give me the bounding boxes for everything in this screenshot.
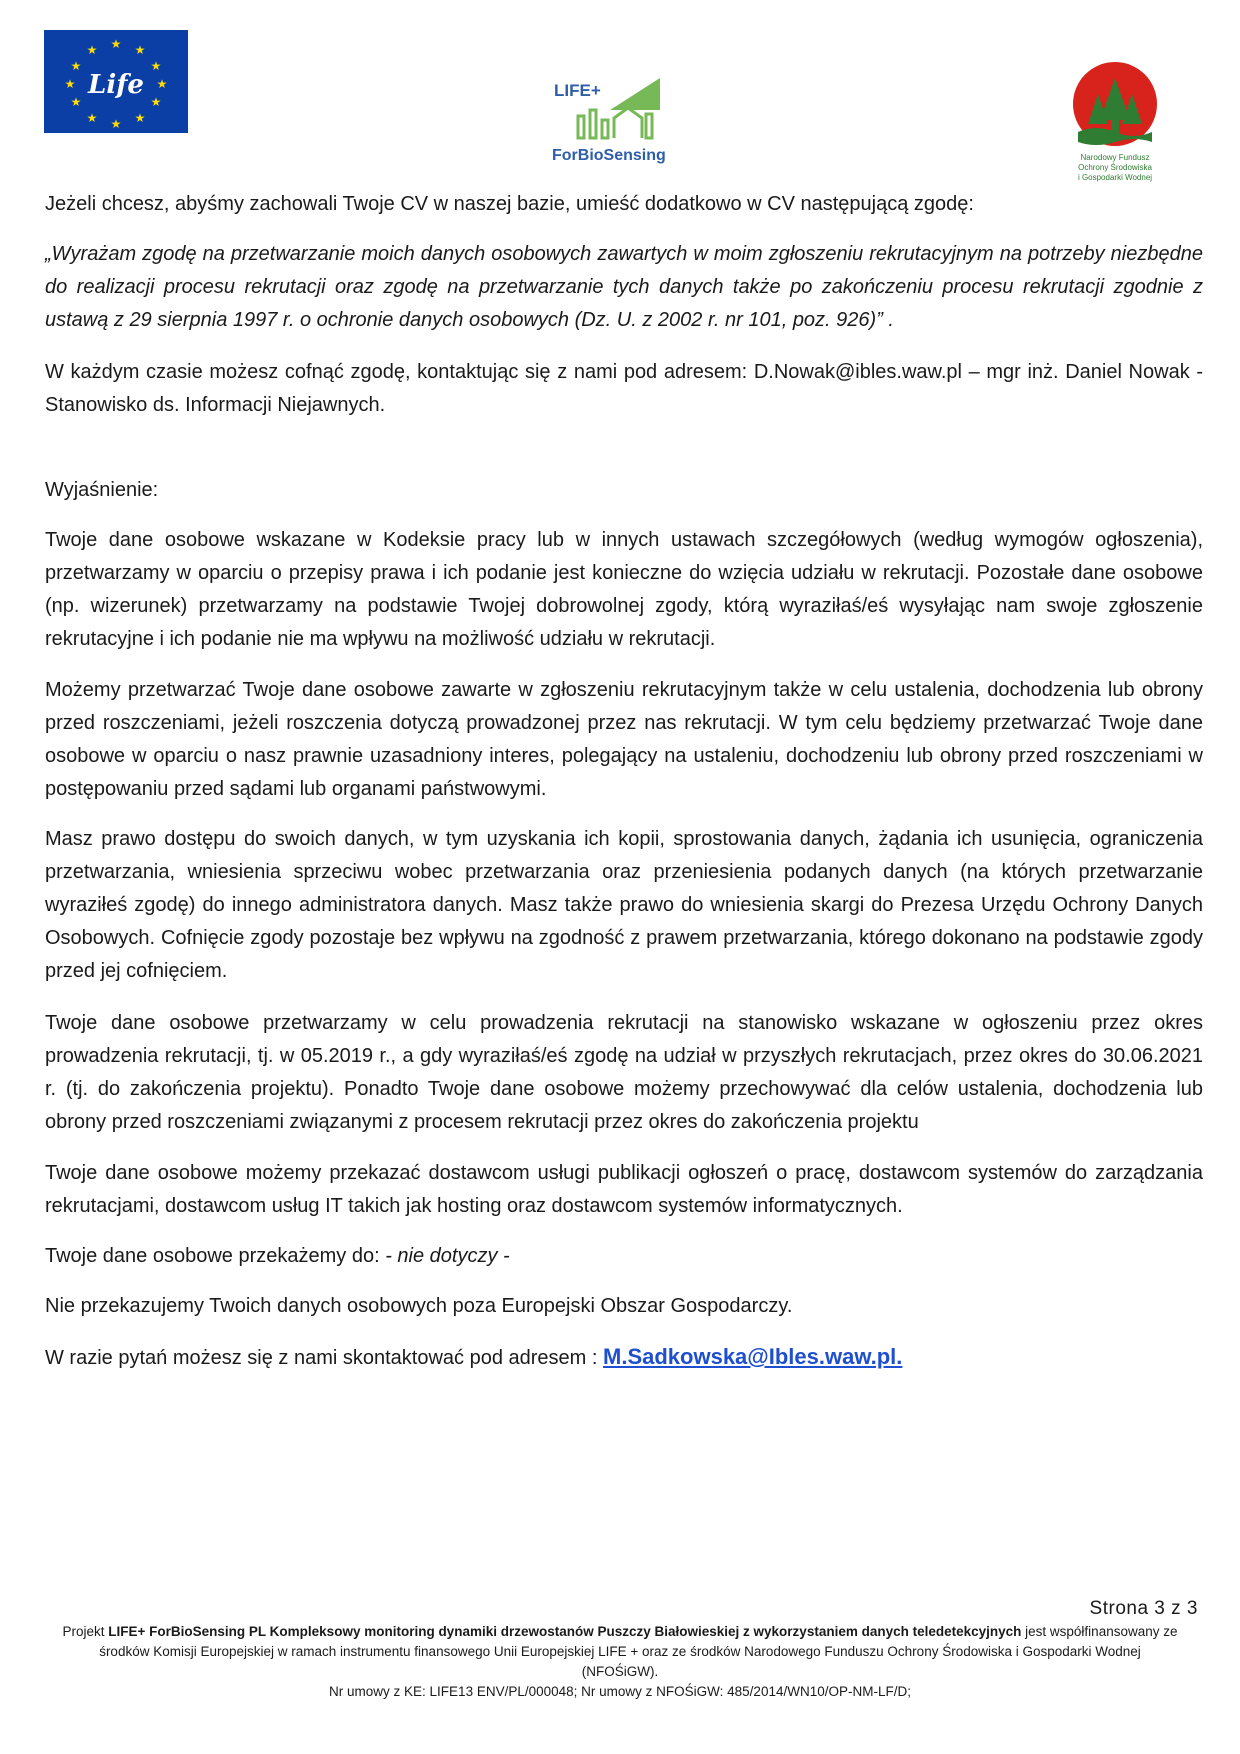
contact-label: W razie pytań możesz się z nami skontaktować pod adresem : (45, 1347, 604, 1369)
transfer-label: Twoje dane osobowe przekażemy do: (45, 1245, 386, 1267)
page-number: Strona 3 z 3 (1089, 1598, 1198, 1619)
forbio-life-plus: LIFE+ (554, 81, 601, 100)
svg-text:★: ★ (156, 77, 168, 91)
svg-text:★: ★ (110, 37, 122, 51)
cv-consent-intro: Jeżeli chcesz, abyśmy zachowali Twoje CV w naszej bazie, umieść dodatkowo w CV następującą zgodę: (45, 193, 974, 215)
paragraph-eea: Nie przekazujemy Twoich danych osobowych poza Europejski Obszar Gospodarczy. (45, 1295, 793, 1317)
svg-text:★: ★ (134, 111, 146, 125)
svg-text:★: ★ (134, 43, 146, 57)
footer-prefix: Projekt (62, 1624, 109, 1639)
paragraph-claims: Możemy przetwarzać Twoje dane osobowe zawarte w zgłoszeniu rekrutacyjnym także w celu ustalenia, dochodzenia lub obrony przed roszczeniami, jeżeli roszczenia dotyczą prowadzonej przez nas rekrutacji. W tym celu będziemy przetwarzać Twoje dane osobowe w oparciu o nasz prawnie uzasadniony interes, polegający na ustaleniu, dochodzeniu lub obrony przed roszczeniami w postępowaniu przed sądami lub organami państwowymi. (45, 679, 1203, 800)
forbio-name: ForBioSensing (552, 147, 666, 164)
nfosigw-logo (1060, 60, 1190, 184)
withdraw-consent-note: W każdym czasie możesz cofnąć zgodę, kontaktując się z nami pod adresem: D.Nowak@ibles.waw.pl – mgr inż. Daniel Nowak - Stanowisko ds. Informacji Niejawnych. (45, 361, 1203, 416)
paragraph-transfer (45, 1240, 1203, 1273)
nfos-text-3: i Gospodarki Wodnej (1077, 173, 1153, 182)
explanation-heading: Wyjaśnienie: (45, 479, 159, 501)
paragraph-legal-basis: Twoje dane osobowe wskazane w Kodeksie pracy lub w innych ustawach szczegółowych (według wymogów ogłoszenia), przetwarzamy w oparciu o przepisy prawa i ich podanie jest konieczne do wzięcia udziału w rekrutacji. Pozostałe dane osobowe (np. wizerunek) przetwarzamy na podstawie Twojej dobrowolnej zgody, którą wyraziłaś/eś wysyłając nam swoje zgłoszenie rekrutacyjne i ich podanie nie ma wpływu na możliwość udziału w rekrutacji. (45, 529, 1203, 650)
eu-life-logo (44, 30, 188, 133)
footer-project-title: LIFE+ ForBioSensing PL Kompleksowy monitoring dynamiki drzewostanów Puszczy Białowieskiej z wykorzystaniem danych teledetekcyjnych (108, 1624, 1022, 1639)
svg-text:★: ★ (110, 117, 122, 131)
svg-text:★: ★ (70, 95, 82, 109)
nfos-text-2: Ochrony Środowiska (1078, 163, 1152, 172)
svg-text:★: ★ (64, 77, 76, 91)
paragraph-rights: Masz prawo dostępu do swoich danych, w tym uzyskania ich kopii, sprostowania danych, żądania ich usunięcia, ograniczenia przetwarzania, wniesienia sprzeciwu wobec przetwarzania oraz przeniesienia podanych danych (na których przetwarzanie wyraziłeś zgodę) do innego administratora danych. Masz także prawo do wniesienia skargi do Prezesa Urzędu Ochrony Danych Osobowych. Cofnięcie zgody pozostaje bez wpływu na zgodność z prawem przetwarzania, którego dokonano na podstawie zgody przed jej cofnięciem. (45, 828, 1203, 982)
svg-text:★: ★ (86, 111, 98, 125)
paragraph-retention: Twoje dane osobowe przetwarzamy w celu prowadzenia rekrutacji na stanowisko wskazane w ogłoszeniu przez okres prowadzenia rekrutacji, tj. w 05.2019 r., a gdy wyraziłaś/eś zgodę na udział w przyszłych rekrutacjach, przez okres do 30.06.2021 r. (tj. do zakończenia projektu). Ponadto Twoje dane osobowe możemy przechowywać dla celów ustalenia, dochodzenia lub obrony przed roszczeniami związanymi z procesem rekrutacji przez okres do zakończenia projektu (45, 1012, 1203, 1133)
forbiosensing-logo (550, 74, 670, 166)
paragraph-contact (45, 1340, 1203, 1375)
footer-contract-numbers: Nr umowy z KE: LIFE13 ENV/PL/000048; Nr umowy z NFOŚiGW: 485/2014/WN10/OP-NM-LF/D; (329, 1684, 911, 1699)
eu-life-text: Life (88, 70, 144, 100)
svg-text:★: ★ (150, 95, 162, 109)
svg-text:★: ★ (150, 59, 162, 73)
consent-clause: „Wyrażam zgodę na przetwarzanie moich danych osobowych zawartych w moim zgłoszeniu rekrutacyjnym na potrzeby niezbędne do realizacji procesu rekrutacji oraz zgodę na przetwarzanie tych danych także po zakończeniu procesu rekrutacji zgodnie z ustawą z 29 sierpnia 1997 r. o ochronie danych osobowych (Dz. U. z 2002 r. nr 101, poz. 926)” . (45, 243, 1203, 331)
svg-text:★: ★ (70, 59, 82, 73)
nfos-text-1: Narodowy Fundusz (1080, 153, 1150, 162)
transfer-value: - nie dotyczy - (385, 1245, 510, 1267)
project-footer (60, 1622, 1180, 1702)
contact-email-link[interactable]: M.Sadkowska@Ibles.waw.pl. (603, 1344, 903, 1369)
paragraph-recipients: Twoje dane osobowe możemy przekazać dostawcom usługi publikacji ogłoszeń o pracę, dostawcom systemów do zarządzania rekrutacjami, dostawcom usług IT takich jak hosting oraz dostawcom systemów informatycznych. (45, 1162, 1203, 1217)
footer-funding: jest współfinansowany ze środków Komisji Europejskiej w ramach instrumentu finansowego Unii Europejskiej LIFE + oraz ze środków Narodowego Funduszu Ochrony Środowiska i Gospodarki Wodnej (NFOŚiGW). (99, 1624, 1178, 1679)
svg-text:★: ★ (86, 43, 98, 57)
